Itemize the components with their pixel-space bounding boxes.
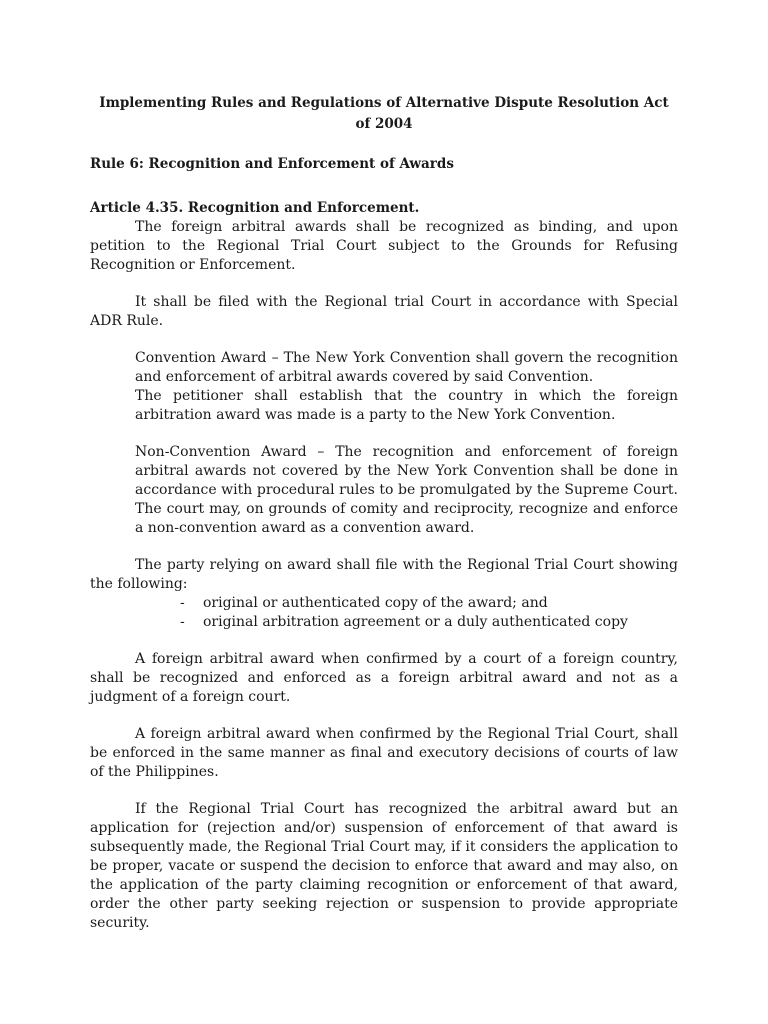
list-item-text: original or authenticated copy of the award; and — [203, 595, 548, 611]
article-heading: Article 4.35. Recognition and Enforcement. — [90, 200, 420, 216]
list-item — [90, 613, 678, 632]
paragraph-regional-court: A foreign arbitral award when confirmed by the Regional Trial Court, shall be enforced in the same manner as final and executory decisions of courts of law of the Philippines. — [90, 726, 678, 780]
document-page — [90, 93, 678, 933]
document-title: Implementing Rules and Regulations of Alternative Dispute Resolution Act of 2004 — [99, 95, 669, 132]
paragraph-recognition: The foreign arbitral awards shall be recognized as binding, and upon petition to the Regional Trial Court subject to the Grounds for Refusing Recognition or Enforcement. — [90, 219, 678, 273]
paragraph-foreign-court: A foreign arbitral award when confirmed by a court of a foreign country, shall be recognized and enforced as a foreign arbitral award and not as a judgment of a foreign court. — [90, 651, 678, 705]
paragraph-non-convention-award: Non-Convention Award – The recognition and enforcement of foreign arbitral awards not covered by the New York Convention shall be done in accordance with procedural rules to be promulgated by the Supreme Court. The court may, on grounds of comity and reciprocity, recognize and enforce a non-convention award as a convention award. — [135, 444, 678, 536]
list-item-text: original arbitration agreement or a duly authenticated copy — [203, 614, 628, 630]
paragraph-party-relying: The party relying on award shall file with the Regional Trial Court showing the following: — [90, 557, 678, 592]
requirements-list — [90, 594, 678, 632]
paragraph-convention-award: Convention Award – The New York Convention shall govern the recognition and enforcement of arbitral awards covered by said Convention. — [135, 350, 678, 385]
list-dash: - — [180, 595, 185, 611]
paragraph-petitioner: The petitioner shall establish that the country in which the foreign arbitration award was made is a party to the New York Convention. — [135, 388, 678, 423]
rule-heading: Rule 6: Recognition and Enforcement of Awards — [90, 156, 454, 172]
paragraph-filing: It shall be filed with the Regional trial Court in accordance with Special ADR Rule. — [90, 294, 678, 329]
list-item — [90, 594, 678, 613]
paragraph-suspension: If the Regional Trial Court has recognized the arbitral award but an application for (rejection and/or) suspension of enforcement of that award is subsequently made, the Regional Trial Court may, if it considers the application to be proper, vacate or suspend the decision to enforce that award and may also, on the application of the party claiming recognition or enforcement of that award, order the other party seeking rejection or suspension to provide appropriate security. — [90, 801, 678, 931]
list-dash: - — [180, 614, 185, 630]
